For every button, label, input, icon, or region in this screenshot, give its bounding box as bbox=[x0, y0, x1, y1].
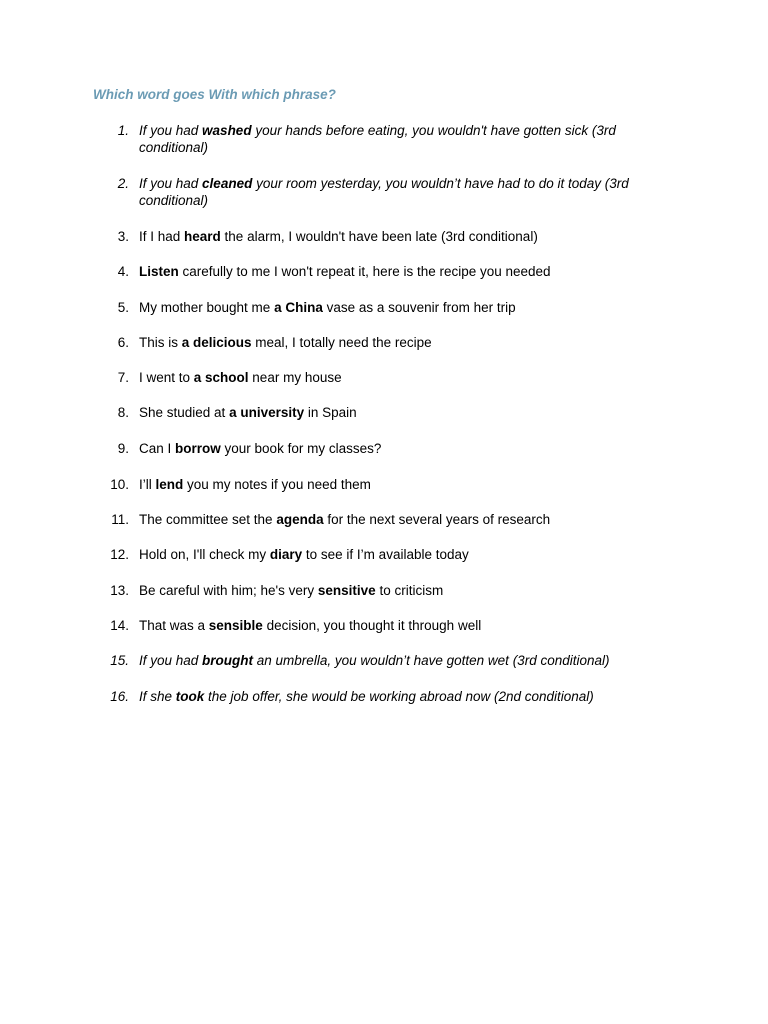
item-text-before: Hold on, I'll check my bbox=[139, 547, 270, 562]
item-text-after: the job offer, she would be working abroad now (2nd conditional) bbox=[204, 689, 594, 704]
item-keyword: heard bbox=[184, 229, 221, 244]
item-keyword: borrow bbox=[175, 441, 221, 456]
item-keyword: brought bbox=[202, 653, 254, 668]
item-text bbox=[139, 617, 669, 634]
item-keyword: cleaned bbox=[202, 176, 253, 191]
item-keyword: a school bbox=[193, 370, 249, 385]
item-number: 2. bbox=[117, 176, 129, 191]
item-keyword: a university bbox=[229, 405, 305, 420]
item-text-before: If you had bbox=[139, 123, 203, 138]
item-keyword: sensible bbox=[208, 618, 263, 633]
item-text-before: If she bbox=[139, 689, 176, 704]
item-text-before: If you had bbox=[139, 653, 203, 668]
item-text bbox=[139, 299, 669, 316]
item-text-after: decision, you thought it through well bbox=[262, 618, 482, 633]
item-text-after: you my notes if you need them bbox=[183, 477, 371, 492]
item-number: 1. bbox=[117, 123, 129, 138]
item-text bbox=[139, 122, 669, 156]
item-text bbox=[139, 688, 669, 705]
item-text-before: I’ll bbox=[139, 477, 156, 492]
item-text bbox=[139, 404, 669, 421]
item-text bbox=[139, 546, 669, 563]
item-keyword: washed bbox=[202, 123, 252, 138]
item-text-after: in Spain bbox=[304, 405, 357, 420]
item-text-after: vase as a souvenir from her trip bbox=[322, 300, 516, 315]
item-text-after: to criticism bbox=[375, 583, 444, 598]
item-text bbox=[139, 582, 669, 599]
item-text-before: I went to bbox=[139, 370, 194, 385]
item-number: 16. bbox=[110, 689, 129, 704]
item-number: 13. bbox=[110, 583, 129, 598]
item-text-before: Be careful with him; he's very bbox=[139, 583, 318, 598]
item-text bbox=[139, 334, 669, 351]
item-text-after: your room yesterday, you wouldn’t have had to do it today (3rd conditional) bbox=[139, 176, 629, 208]
item-keyword: sensitive bbox=[317, 583, 376, 598]
item-text bbox=[139, 228, 669, 245]
item-keyword: lend bbox=[155, 477, 184, 492]
item-text bbox=[139, 652, 669, 669]
item-keyword: a China bbox=[274, 300, 323, 315]
item-text-after: your book for my classes? bbox=[220, 441, 382, 456]
item-text-before: That was a bbox=[139, 618, 209, 633]
item-text-before: She studied at bbox=[139, 405, 230, 420]
item-text-after: meal, I totally need the recipe bbox=[251, 335, 432, 350]
item-text-before: This is bbox=[139, 335, 182, 350]
item-text bbox=[139, 175, 669, 209]
item-text bbox=[139, 476, 669, 493]
item-number: 8. bbox=[117, 405, 129, 420]
item-text-before: Can I bbox=[139, 441, 176, 456]
item-keyword: diary bbox=[269, 547, 303, 562]
item-number: 15. bbox=[110, 653, 129, 668]
item-number: 12. bbox=[110, 547, 129, 562]
item-keyword: a delicious bbox=[181, 335, 252, 350]
item-text bbox=[139, 511, 669, 528]
item-number: 7. bbox=[117, 370, 129, 385]
item-text-before: If you had bbox=[139, 176, 203, 191]
item-keyword: Listen bbox=[139, 264, 179, 279]
item-text-before: The committee set the bbox=[139, 512, 277, 527]
item-keyword: took bbox=[175, 689, 205, 704]
item-text-after: an umbrella, you wouldn’t have gotten wet (3rd conditional) bbox=[253, 653, 610, 668]
item-number: 9. bbox=[117, 441, 129, 456]
item-number: 6. bbox=[117, 335, 129, 350]
item-text-after: carefully to me I won't repeat it, here is the recipe you needed bbox=[178, 264, 551, 279]
item-number: 5. bbox=[117, 300, 129, 315]
item-text-before: If I had bbox=[139, 229, 185, 244]
worksheet-heading: Which word goes With which phrase? bbox=[93, 87, 336, 102]
item-number: 14. bbox=[110, 618, 129, 633]
item-text-after: the alarm, I wouldn't have been late (3rd conditional) bbox=[220, 229, 538, 244]
item-text-after: your hands before eating, you wouldn't have gotten sick (3rd conditional) bbox=[139, 123, 616, 155]
item-text-after: to see if I’m available today bbox=[302, 547, 469, 562]
item-text bbox=[139, 263, 669, 280]
item-keyword: agenda bbox=[276, 512, 324, 527]
item-number: 11. bbox=[111, 512, 129, 527]
item-text bbox=[139, 369, 669, 386]
item-number: 10. bbox=[110, 477, 129, 492]
item-number: 4. bbox=[117, 264, 129, 279]
item-text-after: near my house bbox=[248, 370, 342, 385]
item-text bbox=[139, 440, 669, 457]
item-text-after: for the next several years of research bbox=[323, 512, 551, 527]
item-text-before: My mother bought me bbox=[139, 300, 275, 315]
item-number: 3. bbox=[117, 229, 129, 244]
